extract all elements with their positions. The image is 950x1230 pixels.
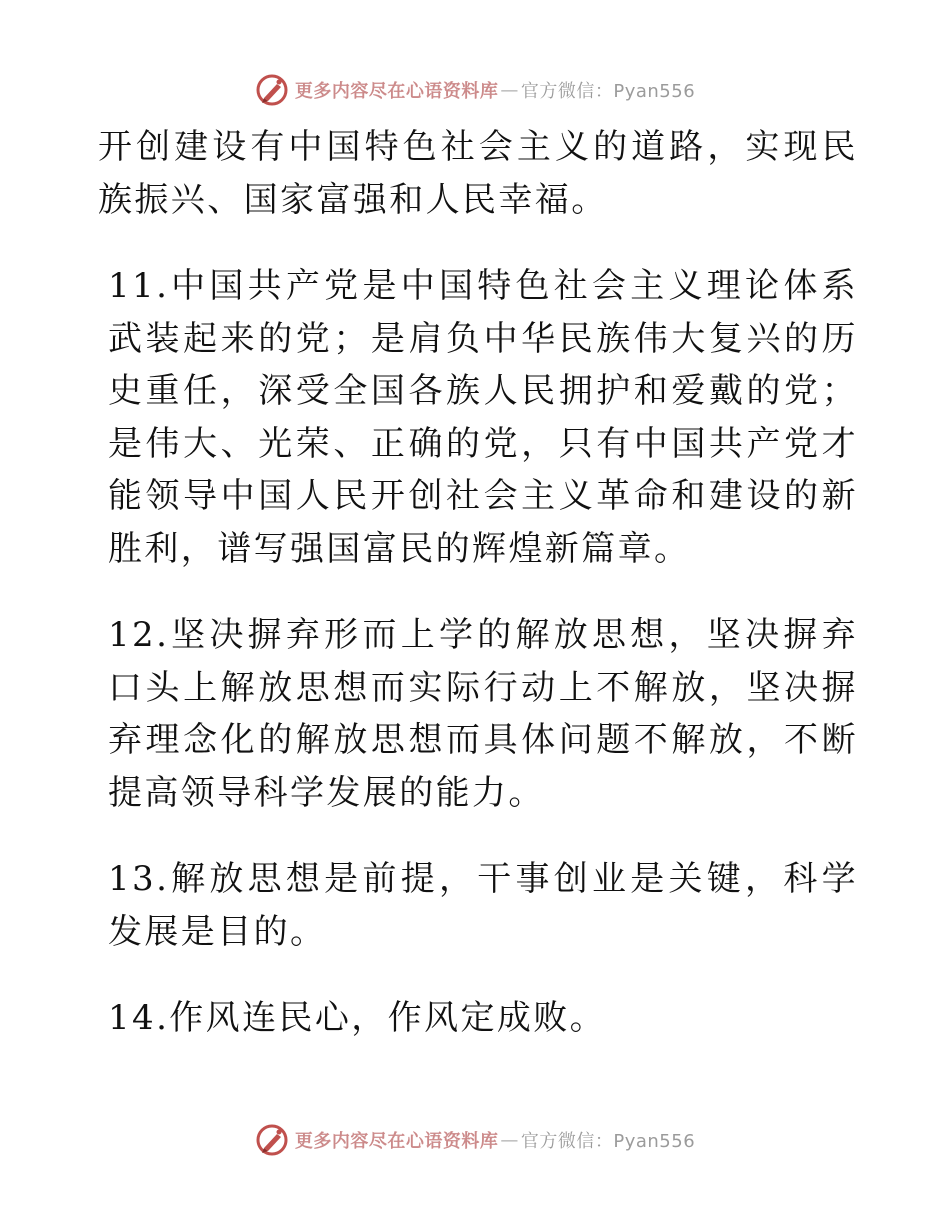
pen-logo-icon bbox=[255, 1123, 289, 1157]
paragraph-item-12: 12.坚决摒弃形而上学的解放思想，坚决摒弃口头上解放思想而实际行动上不解放，坚决摒弃理念化的解放思想而具体问题不解放，不断提高领导科学发展的能力。 bbox=[108, 615, 858, 813]
watermark-brand: 更多内容尽在心语资料库 bbox=[294, 81, 499, 102]
watermark-dash: — bbox=[500, 79, 519, 101]
paragraph-item-14: 14.作风连民心，作风定成败。 bbox=[108, 998, 607, 1038]
watermark-brand: 更多内容尽在心语资料库 bbox=[294, 1131, 499, 1152]
watermark-text bbox=[295, 1127, 695, 1153]
paragraph-item-11: 11.中国共产党是中国特色社会主义理论体系武装起来的党；是肩负中华民族伟大复兴的历史重任，深受全国各族人民拥护和爱戴的党；是伟大、光荣、正确的党，只有中国共产党才能领导中国人民开创社会主义革命和建设的新胜利，谱写强国富民的辉煌新篇章。 bbox=[108, 266, 858, 569]
paragraph-item-13: 13.解放思想是前提，干事创业是关键，科学发展是目的。 bbox=[108, 859, 858, 952]
footer-watermark bbox=[0, 1120, 950, 1160]
header-watermark bbox=[0, 70, 950, 110]
paragraph-continuation: 开创建设有中国特色社会主义的道路，实现民族振兴、国家富强和人民幸福。 bbox=[98, 127, 858, 220]
pen-logo-icon bbox=[255, 73, 289, 107]
document-body bbox=[98, 121, 858, 1079]
watermark-contact: 官方微信：Pyan556 bbox=[520, 81, 696, 102]
watermark-text bbox=[295, 77, 695, 103]
watermark-dash: — bbox=[500, 1129, 519, 1151]
watermark-contact: 官方微信：Pyan556 bbox=[520, 1131, 696, 1152]
